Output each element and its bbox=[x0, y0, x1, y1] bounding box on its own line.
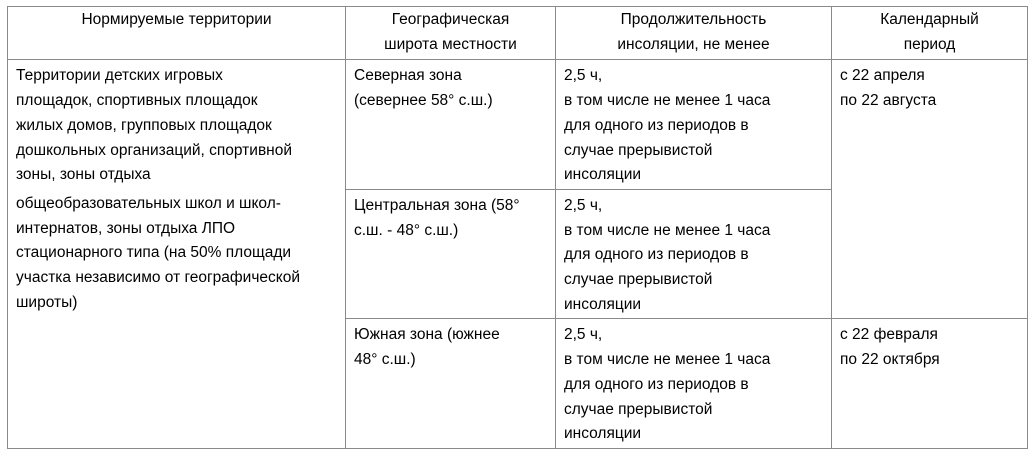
header-period bbox=[832, 7, 1028, 60]
duration-text: инсоляции bbox=[564, 425, 642, 443]
duration-text: в том числе не менее 1 часа bbox=[564, 92, 771, 110]
duration-cell bbox=[556, 60, 832, 190]
header-text: инсоляции, не менее bbox=[617, 35, 770, 53]
period-text: с 22 февраля bbox=[840, 326, 938, 344]
territory-text: площадок, спортивных площадок bbox=[16, 92, 258, 110]
header-duration bbox=[556, 7, 832, 60]
insolation-table bbox=[7, 6, 1028, 449]
territory-text: зоны, зоны отдыха bbox=[16, 166, 151, 184]
period-cell bbox=[832, 319, 1028, 449]
latitude-text: 48° с.ш.) bbox=[354, 351, 416, 369]
latitude-text: Южная зона (южнее bbox=[354, 326, 500, 344]
duration-text: в том числе не менее 1 часа bbox=[564, 221, 771, 239]
header-latitude bbox=[346, 7, 556, 60]
duration-text: для одного из периодов в bbox=[564, 246, 749, 264]
duration-text: для одного из периодов в bbox=[564, 375, 749, 393]
latitude-text: с.ш. - 48° с.ш.) bbox=[354, 221, 459, 239]
header-text: Календарный bbox=[880, 11, 979, 28]
duration-cell bbox=[556, 319, 832, 449]
territory-text: широты) bbox=[16, 293, 78, 311]
territory-text: интернатов, зоны отдыха ЛПО bbox=[16, 219, 236, 237]
header-text: Продолжительность bbox=[620, 11, 767, 28]
territory-text: жилых домов, групповых площадок bbox=[16, 116, 272, 134]
header-text: период bbox=[903, 35, 956, 53]
latitude-text: (севернее 58° с.ш.) bbox=[354, 92, 493, 110]
duration-text: в том числе не менее 1 часа bbox=[564, 351, 771, 369]
period-text: по 22 августа bbox=[840, 92, 937, 110]
duration-text: 2,5 ч, bbox=[564, 67, 603, 85]
period-text: с 22 апреля bbox=[840, 67, 925, 85]
duration-text: 2,5 ч, bbox=[564, 326, 603, 344]
duration-text: случае прерывистой bbox=[564, 271, 713, 289]
latitude-cell bbox=[346, 60, 556, 190]
header-text: Географическая bbox=[391, 11, 510, 28]
territories-cell bbox=[8, 60, 346, 449]
territory-text: общеобразовательных школ и школ- bbox=[16, 194, 281, 212]
header-text: Нормируемые территории bbox=[81, 11, 272, 28]
latitude-cell bbox=[346, 319, 556, 449]
header-row bbox=[8, 7, 1028, 60]
period-text: по 22 октября bbox=[840, 351, 940, 369]
duration-text: инсоляции bbox=[564, 295, 642, 313]
duration-text: для одного из периодов в bbox=[564, 116, 749, 134]
period-cell bbox=[832, 60, 1028, 319]
duration-text: 2,5 ч, bbox=[564, 196, 603, 214]
duration-text: случае прерывистой bbox=[564, 400, 713, 418]
latitude-cell bbox=[346, 189, 556, 319]
territory-text: участка независимо от географической bbox=[16, 269, 301, 287]
territory-text: Территории детских игровых bbox=[16, 67, 223, 85]
latitude-text: Северная зона bbox=[354, 67, 462, 85]
latitude-text: Центральная зона (58° bbox=[354, 196, 520, 214]
duration-cell bbox=[556, 189, 832, 319]
table-row bbox=[8, 60, 1028, 190]
header-territories bbox=[8, 7, 346, 60]
territory-text: стационарного типа (на 50% площади bbox=[16, 244, 292, 262]
duration-text: случае прерывистой bbox=[564, 141, 713, 159]
territory-text: дошкольных организаций, спортивной bbox=[16, 141, 293, 159]
header-text: широта местности bbox=[384, 35, 517, 53]
duration-text: инсоляции bbox=[564, 166, 642, 184]
